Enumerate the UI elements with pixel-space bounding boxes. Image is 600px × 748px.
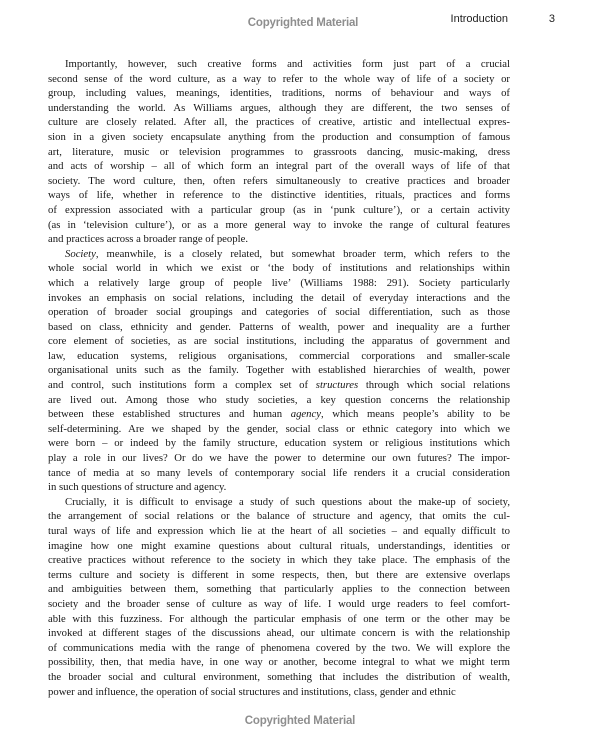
text-line: of communications media with the range of phenomena covered by the two. We will explore the — [48, 641, 510, 654]
page-number: 3 — [548, 13, 555, 25]
copyright-watermark-bottom: Copyrighted Material — [244, 715, 356, 727]
text-line: whole social world in which we exist or ‘the body of institutions and relationships within — [48, 262, 510, 275]
text-line: Crucially, it is difficult to envisage a study of such questions about the make-up of society, — [65, 495, 510, 508]
text-line: culture are closely related. After all, the practices of creative, artistic and intellectual expres- — [48, 116, 510, 129]
text-line: society and the broader sense of culture as way of life. I would urge readers to feel comfort- — [48, 597, 510, 610]
running-head: Introduction — [450, 13, 508, 25]
paragraph — [48, 57, 510, 247]
text-line: (as in ‘television culture’), or as a more general way to invoke the range of cultural features — [48, 218, 510, 231]
text-line: able with this fuzziness. For although the particular emphasis of one term or the other may be — [48, 612, 510, 625]
text-line: organisational units such as the family. Together with established hierarchies of wealth, power — [48, 364, 510, 377]
text-line: of expression associated with a particular group (as in ‘punk culture’), or a certain activity — [48, 203, 510, 216]
text-line: self-determining. Are we shaped by the gender, social class or ethnic category into which we — [48, 422, 510, 435]
text-line: Importantly, however, such creative forms and activities form just part of a crucial — [65, 58, 510, 70]
text-line: Society, meanwhile, is a closely related, but somewhat broader term, which refers to the — [65, 247, 510, 260]
text-line: and practices across a broader range of people. — [48, 233, 248, 246]
text-line: between these established structures and human agency, which means people’s ability to be — [48, 408, 510, 421]
text-line: creative practices without reference to the society in which they take place. The emphasis of the — [48, 554, 510, 567]
text-line: tural ways of life and expression which lie at the heart of all societies – and equally difficult to — [48, 525, 510, 537]
text-line: the broader social and cultural environment, something that includes the distribution of wealth, — [48, 670, 510, 683]
text-line: and ambiguities between them, something that particularly applies to the connection between — [48, 583, 510, 596]
text-line: society. The word culture, then, often refers simultaneously to creative practices and broader — [48, 174, 510, 187]
text-line: in such questions of structure and agency. — [48, 481, 227, 494]
body-text — [48, 57, 510, 699]
text-line: understanding the world. As Williams argues, although they are different, the two senses of — [48, 101, 510, 114]
text-line: were born – or indeed by the family structure, education system or religious institutions which — [48, 437, 510, 450]
text-line: second sense of the word culture, as a way to refer to the whole way of life of a society or — [48, 72, 510, 85]
text-line: which a relatively large group of people live’ (Williams 1988: 291). Society particularly — [48, 276, 510, 289]
text-line: play a role in our lives? Or do we have the power to determine our own futures? The impor- — [48, 452, 510, 465]
text-line: are lived out. Among those who study societies, a key question concerns the relationship — [48, 393, 510, 406]
copyright-watermark-top: Copyrighted Material — [247, 17, 359, 29]
text-line: art, literature, music or television programmes to grassroots dancing, music-making, dress — [48, 145, 510, 158]
page-header — [0, 13, 600, 31]
page-footer — [0, 711, 600, 729]
text-line: invokes an emphasis on social relations, including the detail of everyday interactions and the — [48, 291, 510, 304]
text-line: terms culture and society is different in some respects, then, but there are extensive overlaps — [48, 568, 510, 581]
text-line: and control, such institutions form a complex set of structures through which social relations — [48, 379, 510, 392]
text-line: tance of media at so many levels of contemporary social life renders it a crucial consideration — [48, 466, 510, 479]
text-line: operation of broader social groupings and categories of social differentiation, such as those — [48, 306, 510, 319]
paragraph — [48, 495, 510, 699]
text-line: power and influence, the operation of social structures and institutions, class, gender and ethnic — [48, 685, 456, 698]
text-line: imagine how one might examine questions about cultural rituals, understandings, identities or — [48, 539, 510, 552]
text-line: core element of societies, as are social institutions, including the apparatus of government and — [48, 335, 510, 348]
paragraph — [48, 247, 510, 495]
text-line: sion in a given society encapsulate anything from the production and consumption of famous — [48, 130, 510, 143]
text-line: and acts of worship – all of which form an integral part of the overall ways of life of that — [48, 160, 510, 173]
text-line: based on class, ethnicity and gender. Patterns of wealth, power and inequality are a further — [48, 320, 510, 333]
text-line: group, including values, meanings, identities, traditions, norms of behaviour and ways of — [48, 87, 510, 100]
text-line: possibility, then, that media have, in one way or another, become integral to what we might term — [48, 656, 510, 669]
text-line: law, education systems, religious organisations, commercial corporations and smaller-scale — [48, 349, 510, 362]
text-line: the arrangement of social relations or the balance of structure and agency, that omits the cul- — [48, 510, 510, 523]
text-line: ways of life, whether in reference to the distinctive identities, rituals, practices and forms — [48, 189, 510, 202]
text-line: invoked at different stages of the discussions ahead, our ultimate concern is with the relationship — [48, 627, 510, 640]
